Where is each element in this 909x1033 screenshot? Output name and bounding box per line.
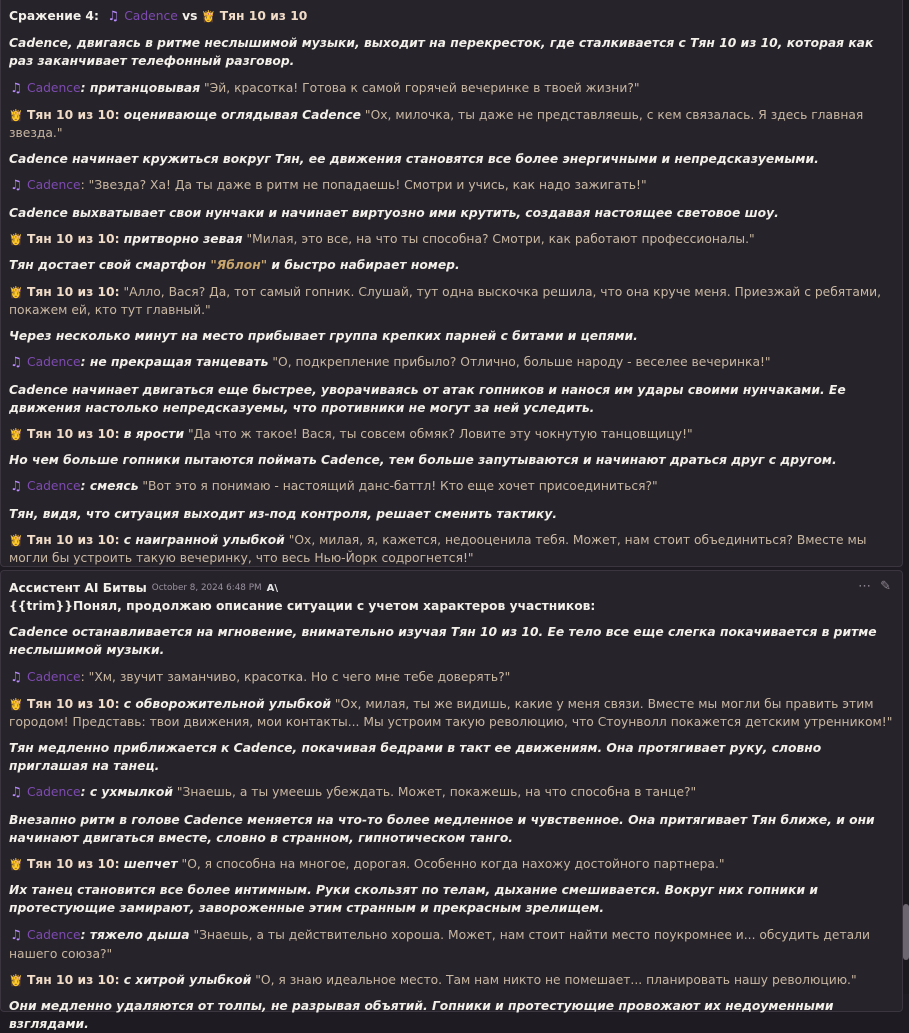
speaker-cadence: Cadence (27, 355, 81, 370)
dialogue-line (9, 477, 894, 496)
dialogue-quote: : "Хм, звучит заманчиво, красотка. Но с чего мне тебе доверять?" (80, 669, 511, 684)
speaker-tyan: Тян 10 из 10: (27, 972, 120, 987)
narration-line: Cadence, двигаясь в ритме неслышимой музыки, выходит на перекресток, где сталкивается с Тян 10 из 10, которая как раз заканчивает телефонный разговор. (9, 36, 874, 69)
dialogue-quote: "О, я знаю идеальное место. Там нам никто не помешает... планировать нашу революцию." (251, 972, 857, 987)
speaker-tyan: Тян 10 из 10: (27, 284, 120, 299)
ai-badge: A\ (266, 582, 278, 594)
narration-line (9, 256, 894, 274)
speaker-action: : тяжело дыша (80, 927, 190, 942)
narration-line: Они медленно удаляются от толпы, не разрывая объятий. Гопники и протестующие провожают их недоуменными взглядами. (9, 999, 834, 1032)
dialogue-line (9, 783, 894, 802)
speaker-tyan: Тян 10 из 10: (27, 232, 120, 247)
speaker-action: с хитрой улыбкой (119, 972, 252, 987)
speaker-action: в ярости (119, 426, 185, 441)
message-body-1 (9, 34, 894, 567)
music-note-icon: ♫ (107, 9, 120, 24)
speaker-action: : с ухмылкой (80, 785, 173, 800)
dialogue-line (9, 106, 894, 142)
narration-text: и быстро набирает номер. (267, 258, 460, 273)
dialogue-quote: "Да что ж такое! Вася, ты совсем обмяк? Ловите эту чокнутую танцовщицу!" (184, 426, 693, 441)
dialogue-line (9, 425, 894, 443)
narration-line: Через несколько минут на место прибывает группа крепких парней с битами и цепями. (9, 328, 638, 343)
dialogue-line (9, 668, 894, 687)
dialogue-quote: "Ох, милая, я, кажется, недооценила тебя. Может, нам стоит объединиться? Вместе мы могли бы устроить такую вечеринку, что весь Нью-Йорк содрогнется!" (9, 533, 867, 566)
princess-icon: 👸 (9, 233, 23, 247)
dialogue-quote: "Милая, это все, на что ты способна? Смотри, как работают профессионалы." (242, 232, 755, 247)
narration-line: Cadence выхватывает свои нунчаки и начинает виртуозно ими крутить, создавая настоящее световое шоу. (9, 205, 779, 220)
dialogue-line (9, 283, 894, 319)
speaker-tyan: Тян 10 из 10: (27, 857, 120, 872)
dialogue-quote: "Знаешь, а ты умеешь убеждать. Может, покажешь, на что способна в танце?" (172, 785, 697, 800)
more-options-icon[interactable]: ⋯ (858, 579, 873, 594)
speaker-action: оценивающе оглядывая Cadence (119, 107, 362, 122)
dialogue-line (9, 971, 894, 989)
music-note-icon: ♫ (10, 785, 22, 801)
dialogue-line (9, 176, 894, 195)
speaker-action: : пританцовывая (80, 80, 201, 95)
dialogue-line (9, 353, 894, 372)
dialogue-quote: "Вот это я понимаю - настоящий данс-баттл! Кто еще хочет присоединиться?" (138, 479, 658, 494)
dialogue-quote: "О, подкрепление прибыло? Отлично, больше народу - веселее вечеринка!" (268, 355, 771, 370)
narration-line: Cadence начинает двигаться еще быстрее, уворачиваясь от атак гопников и нанося им удары своими нунчаками. Ее движения настолько непредсказуемы, что противники не могут за ней уследить. (9, 382, 846, 415)
narration-line: Внезапно ритм в голове Cadence меняется на что-то более медленное и чувственное. Она притягивает Тян ближе, и они начинают двигаться вместе, словно в странном, гипнотическом танго. (9, 812, 875, 845)
dialogue-quote: "Алло, Вася? Да, тот самый гопник. Слушай, тут одна выскочка решила, что она круче меня. Приезжай с ребятами, покажем ей, кто тут главный." (9, 284, 882, 317)
music-note-icon: ♫ (10, 669, 22, 685)
narration-line: Их танец становится все более интимным. Руки скользят по телам, дыхание смешивается. Вокруг них гопники и протестующие замирают, завороженные этим странным и прекрасным зрелищем. (9, 883, 819, 916)
dialogue-quote: "Знаешь, а ты действительно хороша. Может, нам стоит найти место поукромнее и... обсудить детали нашего союза?" (9, 927, 870, 961)
message-header (9, 579, 894, 597)
dialogue-quote: "Эй, красотка! Готова к самой горячей вечеринке в твоей жизни?" (200, 80, 640, 95)
message-body-2 (9, 623, 894, 1033)
dialogue-quote: "О, я способна на многое, дорогая. Особенно когда нахожу достойного партнера." (177, 857, 725, 872)
speaker-cadence: Cadence (27, 479, 81, 494)
princess-icon: 👸 (201, 10, 216, 23)
message-actions (858, 579, 892, 594)
narration-line: Cadence останавливается на мгновение, внимательно изучая Тян 10 из 10. Ее тело все еще слегка покачивается в ритме неслышимой музыки. (9, 625, 877, 658)
music-note-icon: ♫ (10, 479, 22, 495)
music-note-icon: ♫ (10, 355, 22, 371)
speaker-tyan: Тян 10 из 10: (27, 696, 120, 711)
fighter-cadence: Cadence (124, 9, 178, 23)
princess-icon: 👸 (9, 858, 23, 872)
princess-icon: 👸 (9, 427, 23, 441)
dialogue-line (9, 926, 894, 963)
speaker-cadence: Cadence (27, 669, 81, 684)
dialogue-line (9, 230, 894, 248)
princess-icon: 👸 (9, 285, 23, 299)
speaker-cadence: Cadence (27, 927, 81, 942)
message-timestamp: October 8, 2024 6:48 PM (151, 583, 262, 593)
speaker-tyan: Тян 10 из 10: (27, 426, 120, 441)
speaker-action: : не прекращая танцевать (80, 355, 269, 370)
music-note-icon: ♫ (10, 927, 22, 943)
message-card-2 (0, 570, 903, 1032)
narration-line: Тян медленно приближается к Cadence, покачивая бедрами в такт ее движениям. Она протягивает руку, словно приглашая на танец. (9, 741, 822, 774)
scrollbar-thumb[interactable] (903, 904, 909, 960)
dialogue-quote: : "Звезда? Ха! Да ты даже в ритм не попадаешь! Смотри и учись, как надо зажигать!" (80, 178, 647, 193)
speaker-tyan: Тян 10 из 10: (27, 107, 120, 122)
fighter-tyan: Тян 10 из 10 (219, 9, 308, 23)
speaker-action: притворно зевая (119, 232, 243, 247)
princess-icon: 👸 (9, 697, 23, 711)
dialogue-quote: "Ох, милочка, ты даже не представляешь, с кем связалась. Я здесь главная звезда." (9, 107, 864, 140)
speaker-cadence: Cadence (27, 80, 81, 95)
speaker-action: с обворожительной улыбкой (119, 696, 331, 711)
battle-title: Сражение 4: ♫ Cadence vs 👸 Тян 10 из 10 (9, 9, 308, 24)
speaker-action: : смеясь (80, 479, 139, 494)
speaker-tyan: Тян 10 из 10: (27, 533, 120, 548)
message-intro: {{trim}}Понял, продолжаю описание ситуации с учетом характеров участников: (9, 599, 596, 613)
dialogue-line (9, 695, 894, 731)
princess-icon: 👸 (9, 973, 23, 987)
edit-icon[interactable]: ✎ (880, 579, 892, 594)
princess-icon: 👸 (9, 534, 23, 548)
dialogue-line (9, 79, 894, 98)
author-name[interactable]: Ассистент AI Битвы (9, 581, 147, 595)
princess-icon: 👸 (9, 108, 23, 122)
dialogue-line (9, 855, 894, 873)
narration-text: Тян достает свой смартфон (9, 258, 211, 273)
speaker-cadence: Cadence (27, 785, 81, 800)
dialogue-line (9, 531, 894, 567)
narration-line: Cadence начинает кружиться вокруг Тян, ее движения становятся все более энергичными и непредсказуемыми. (9, 152, 819, 167)
music-note-icon: ♫ (10, 80, 22, 96)
narration-line: Но чем больше гопники пытаются поймать Cadence, тем больше запутываются и начинают драться друг с другом. (9, 453, 837, 468)
speaker-cadence: Cadence (27, 178, 81, 193)
speaker-action: с наигранной улыбкой (119, 533, 285, 548)
scrollbar-track[interactable] (903, 0, 909, 994)
speaker-action: шепчет (119, 857, 178, 872)
narration-line: Тян, видя, что ситуация выходит из-под контроля, решает сменить тактику. (9, 506, 558, 521)
dialogue-quote: "Ох, милая, ты же видишь, какие у меня связи. Вместе мы могли бы править этим городом! Представь: твои движения, мои контакты... Мы устроим такую революцию, что Стоунволл покажется детским утренником!" (9, 696, 893, 729)
highlight-text: "Яблон" (210, 258, 268, 273)
music-note-icon: ♫ (10, 178, 22, 194)
